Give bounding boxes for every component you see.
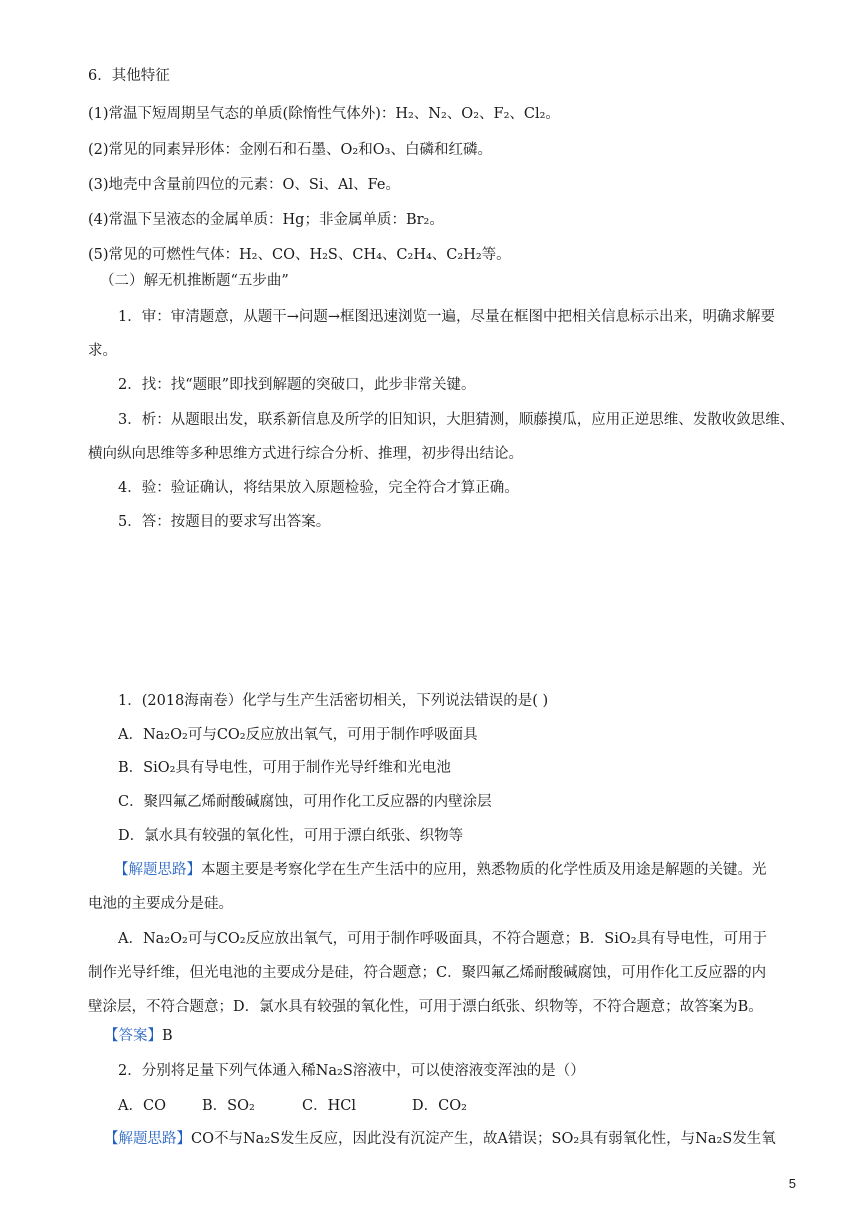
text-line-1: (1)常温下短周期呈气态的单质(除惰性气体外)：H₂、N₂、O₂、F₂、Cl₂。: [88, 106, 560, 122]
section-heading-2: （二）解无机推断题“五步曲”: [100, 273, 289, 289]
question-1-option-c: C．聚四氟乙烯耐酸碱腐蚀，可用作化工反应器的内壁涂层: [118, 794, 492, 810]
question-2-idea-text: CO不与Na₂S发生反应，因此没有沉淀产生，故A错误；SO₂具有弱氧化性，与Na₂S发生氧: [191, 1131, 776, 1147]
question-1-option-a: A．Na₂O₂可与CO₂反应放出氧气，可用于制作呼吸面具: [118, 727, 478, 743]
question-2-option-b: B．SO₂: [202, 1098, 255, 1114]
question-1-analysis: A．Na₂O₂可与CO₂反应放出氧气，可用于制作呼吸面具，不符合题意；B．SiO₂具有导电性，可用于制作光导纤维，但光电池的主要成分是硅，符合题意；C．聚四氟乙烯耐酸碱腐蚀，可用作化工反应器的内壁涂层，不符合题意；D．氯水具有较强的氧化性，可用于漂白纸张、织物等，不符合题意；故答案为B。: [88, 931, 768, 1015]
step-3-line-a: 3．析：从题眼出发，联系新信息及所学的旧知识，大胆猜测，顺藤摸瓜，应用正逆思维、发散收敛思维、: [118, 412, 795, 428]
step-3-line-b: 横向纵向思维等多种思维方式进行综合分析、推理，初步得出结论。: [88, 446, 523, 462]
step-4: 4．验：验证确认，将结果放入原题检验，完全符合才算正确。: [118, 480, 519, 496]
question-2-idea: [104, 1129, 776, 1149]
answer-value: B: [162, 1028, 173, 1044]
question-1-stem: 1．(2018海南卷）化学与生产生活密切相关，下列说法错误的是( ): [118, 693, 549, 709]
question-1-idea: [88, 853, 778, 921]
text-line-5: (5)常见的可燃性气体：H₂、CO、H₂S、CH₄、C₂H₄、C₂H₂等。: [88, 247, 511, 263]
text-line-2: (2)常见的同素异形体：金刚石和石墨、O₂和O₃、白磷和红磷。: [88, 142, 492, 158]
question-2-options: [118, 1096, 467, 1116]
section-heading-6: 6．其他特征: [88, 68, 170, 84]
step-1-line-a: 1．审：审清题意，从题干→问题→框图迅速浏览一遍，尽量在框图中把相关信息标示出来，明确求解要: [118, 309, 776, 325]
question-2-option-d: D．CO₂: [412, 1098, 467, 1114]
question-2-option-c: C．HCl: [302, 1098, 356, 1114]
answer-tag: 【答案】: [104, 1028, 162, 1044]
question-1-option-d: D．氯水具有较强的氧化性，可用于漂白纸张、织物等: [118, 828, 464, 844]
question-1-idea-text: 本题主要是考察化学在生产生活中的应用，熟悉物质的化学性质及用途是解题的关键。光电池的主要成分是硅。: [88, 862, 767, 912]
solution-tag: 【解题思路】: [114, 862, 201, 878]
question-1-option-b: B．SiO₂具有导电性，可用于制作光导纤维和光电池: [118, 760, 451, 776]
page-number: 5: [788, 1176, 796, 1191]
question-1-answer: [104, 1026, 173, 1046]
question-2-option-a: A．CO: [118, 1098, 166, 1114]
solution-tag: 【解题思路】: [104, 1131, 191, 1147]
step-5: 5．答：按题目的要求写出答案。: [118, 514, 331, 530]
text-line-4: (4)常温下呈液态的金属单质：Hg；非金属单质：Br₂。: [88, 212, 444, 228]
step-2: 2．找：找“题眼”即找到解题的突破口，此步非常关键。: [118, 377, 476, 393]
step-1-line-b: 求。: [88, 343, 117, 359]
question-2-stem: 2．分别将足量下列气体通入稀Na₂S溶液中，可以使溶液变浑浊的是（）: [118, 1063, 585, 1079]
text-line-3: (3)地壳中含量前四位的元素：O、Si、Al、Fe。: [88, 177, 400, 193]
